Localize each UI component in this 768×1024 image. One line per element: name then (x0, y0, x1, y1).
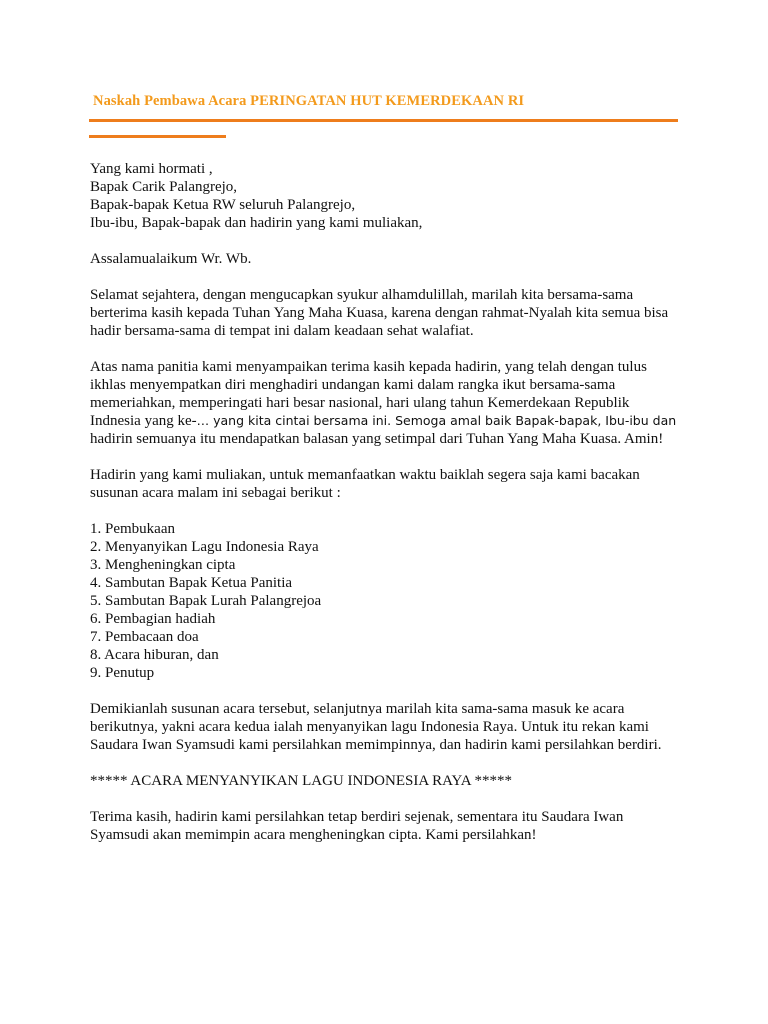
salutation-line: Ibu-ibu, Bapak-bapak dan hadirin yang kami muliakan, (90, 215, 423, 231)
agenda-item: 7. Pembacaan doa (90, 629, 199, 645)
paragraph-line: Syamsudi akan memimpin acara mengheningkan cipta. Kami persilahkan! (90, 827, 537, 843)
paragraph-line (90, 412, 690, 430)
paragraph-line: berterima kasih kepada Tuhan Yang Maha Kuasa, karena dengan rahmat-Nyalah kita semua bisa (90, 305, 669, 321)
agenda-item: 5. Sambutan Bapak Lurah Palangrejoa (90, 593, 322, 609)
paragraph-line: Atas nama panitia kami menyampaikan terima kasih kepada hadirin, yang telah dengan tulus (90, 359, 647, 375)
paragraph-line: hadir bersama-sama di tempat ini dalam keadaan sehat walafiat. (90, 323, 474, 339)
paragraph-line: ikhlas menyempatkan diri menghadiri undangan kami dalam rangka ikut bersama-sama (90, 377, 616, 393)
agenda-item: 3. Mengheningkan cipta (90, 557, 236, 573)
paragraph-opening (90, 286, 690, 340)
agenda-item: 2. Menyanyikan Lagu Indonesia Raya (90, 539, 319, 555)
paragraph-transition (90, 700, 690, 754)
salutation-line: Yang kami hormati , (90, 161, 213, 177)
paragraph-agenda-intro (90, 466, 690, 502)
agenda-list (90, 520, 690, 682)
salutation-line: Bapak-bapak Ketua RW seluruh Palangrejo, (90, 197, 356, 213)
paragraph-line: Demikianlah susunan acara tersebut, selanjutnya marilah kita sama-sama masuk ke acara (90, 701, 625, 717)
paragraph-line: hadirin semuanya itu mendapatkan balasan yang setimpal dari Tuhan Yang Maha Kuasa. Amin! (90, 431, 664, 447)
paragraph-line: Selamat sejahtera, dengan mengucapkan syukur alhamdulillah, marilah kita bersama-sama (90, 287, 634, 303)
salutation-block (90, 160, 690, 232)
paragraph-line: Hadirin yang kami muliakan, untuk memanfaatkan waktu baiklah segera saja kami bacakan (90, 467, 640, 483)
agenda-item: 9. Penutup (90, 665, 155, 681)
paragraph-line: Terima kasih, hadirin kami persilahkan tetap berdiri sejenak, sementara itu Saudara Iwan (90, 809, 624, 825)
section-heading: ***** ACARA MENYANYIKAN LAGU INDONESIA RAYA ***** (90, 773, 512, 789)
paragraph-line-part-sans: … yang kita cintai bersama ini. Semoga amal baik Bapak-bapak, Ibu-ibu dan (196, 413, 677, 428)
paragraph-line-part: Indnesia yang ke- (90, 413, 197, 429)
paragraph-line: Saudara Iwan Syamsudi kami persilahkan memimpinnya, dan hadirin kami persilahkan berdiri. (90, 737, 662, 753)
paragraph-thanks (90, 358, 690, 448)
paragraph-line: memeriahkan, memperingati hari besar nasional, hari ulang tahun Kemerdekaan Republik (90, 395, 630, 411)
paragraph-line: berikutnya, yakni acara kedua ialah menyanyikan lagu Indonesia Raya. Untuk itu rekan kami (90, 719, 649, 735)
document-body (90, 160, 690, 844)
salutation-line: Bapak Carik Palangrejo, (90, 179, 238, 195)
title-underline-long (89, 119, 678, 122)
document-title: Naskah Pembawa Acara PERINGATAN HUT KEMERDEKAAN RI (93, 93, 525, 109)
greeting: Assalamualaikum Wr. Wb. (90, 251, 252, 267)
paragraph-closing (90, 808, 690, 844)
agenda-item: 4. Sambutan Bapak Ketua Panitia (90, 575, 293, 591)
paragraph-line: susunan acara malam ini sebagai berikut : (90, 485, 341, 501)
agenda-item: 1. Pembukaan (90, 521, 175, 537)
title-underline-short (89, 135, 226, 138)
agenda-item: 8. Acara hiburan, dan (90, 647, 219, 663)
agenda-item: 6. Pembagian hadiah (90, 611, 216, 627)
